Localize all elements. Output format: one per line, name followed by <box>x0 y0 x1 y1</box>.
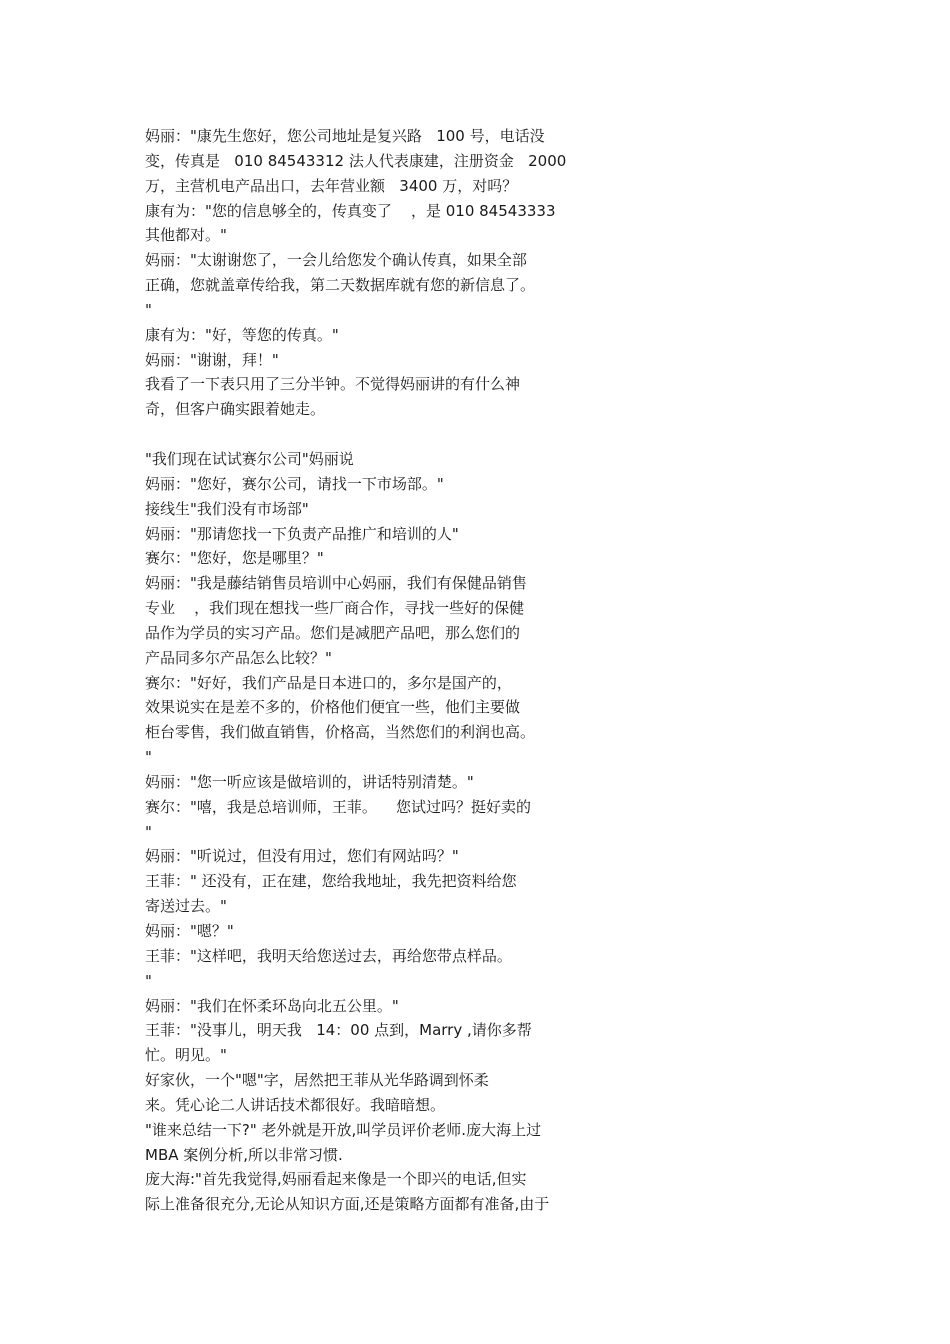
text-line: " <box>145 971 152 990</box>
text-line: 妈丽："您好，赛尔公司，请找一下市场部。" <box>145 474 444 493</box>
text-line: 妈丽："那请您找一下负责产品推广和培训的人" <box>145 524 459 543</box>
text-line: " <box>145 300 152 319</box>
text-line: 其他都对。" <box>145 226 227 245</box>
text-line: 万，主营机电产品出口，去年营业额 3400 万，对吗？ <box>145 176 518 195</box>
text-line: 妈丽："嗯？" <box>145 922 234 940</box>
text-line: 赛尔："您好，您是哪里？" <box>145 549 324 568</box>
text-line: 柜台零售，我们做直销售，价格高，当然您们的利润也高。 <box>145 723 536 742</box>
text-line: 妈丽："康先生您好，您公司地址是复兴路 100 号，电话没 <box>145 127 545 145</box>
text-line: 来。凭心论二人讲话技术都很好。我暗暗想。 <box>145 1095 446 1114</box>
text-line: 我看了一下表只用了三分半钟。不觉得妈丽讲的有什么神 <box>145 375 521 394</box>
document-body <box>145 124 905 1217</box>
text-line: 接线生"我们没有市场部" <box>145 499 309 518</box>
text-line: 效果说实在是差不多的，价格他们便宜一些，他们主要做 <box>145 698 521 717</box>
text-line: 康有为："您的信息够全的，传真变了 ，是 010 84543333 <box>145 201 556 220</box>
text-line: 变，传真是 010 84543312 法人代表康建，注册资金 2000 <box>145 151 567 170</box>
text-line: " <box>145 748 152 767</box>
blank-line <box>145 422 905 447</box>
text-line: 忙。明见。" <box>145 1046 227 1065</box>
text-line: 产品同多尔产品怎么比较？" <box>145 648 332 667</box>
text-line: 好家伙，一个"嗯"字，居然把王菲从光华路调到怀柔 <box>145 1071 489 1090</box>
text-line: 赛尔："好好，我们产品是日本进口的，多尔是国产的， <box>145 673 512 692</box>
text-line: 庞大海:"首先我觉得,妈丽看起来像是一个即兴的电话,但实 <box>145 1170 527 1189</box>
text-line: 专业 ，我们现在想找一些厂商合作，寻找一些好的保健 <box>145 599 525 618</box>
text-line: 妈丽："太谢谢您了，一会儿给您发个确认传真，如果全部 <box>145 251 527 270</box>
text-line: 寄送过去。" <box>145 897 227 916</box>
text-line: 际上准备很充分,无论从知识方面,还是策略方面都有准备,由于 <box>145 1195 550 1214</box>
text-line: 妈丽："您一听应该是做培训的，讲话特别清楚。" <box>145 772 474 791</box>
text-line: 妈丽："谢谢，拜！" <box>145 350 279 369</box>
text-line: 赛尔："嘻，我是总培训师，王菲。 您试过吗？挺好卖的 <box>145 797 531 816</box>
text-line: 康有为："好，等您的传真。" <box>145 325 339 344</box>
text-line: 妈丽："我们在怀柔环岛向北五公里。" <box>145 996 399 1015</box>
text-line: 品作为学员的实习产品。您们是减肥产品吧，那么您们的 <box>145 623 521 642</box>
text-line: 妈丽："听说过，但没有用过，您们有网站吗？" <box>145 847 459 866</box>
text-line: " <box>145 822 152 841</box>
text-line: MBA 案例分析,所以非常习惯. <box>145 1145 343 1164</box>
text-line: 正确，您就盖章传给我，第二天数据库就有您的新信息了。 <box>145 276 536 295</box>
text-line: "谁来总结一下?" 老外就是开放,叫学员评价老师.庞大海上过 <box>145 1120 542 1139</box>
text-line: 王菲：" 还没有，正在建，您给我地址，我先把资料给您 <box>145 872 517 891</box>
text-line: 王菲："这样吧，我明天给您送过去，再给您带点样品。 <box>145 946 512 965</box>
text-line: "我们现在试试赛尔公司"妈丽说 <box>145 449 354 468</box>
text-line: 王菲："没事儿，明天我 14：00 点到，Marry ,请你多帮 <box>145 1021 532 1040</box>
text-line: 奇，但客户确实跟着她走。 <box>145 400 326 419</box>
text-line: 妈丽："我是藤结销售员培训中心妈丽，我们有保健品销售 <box>145 574 527 593</box>
